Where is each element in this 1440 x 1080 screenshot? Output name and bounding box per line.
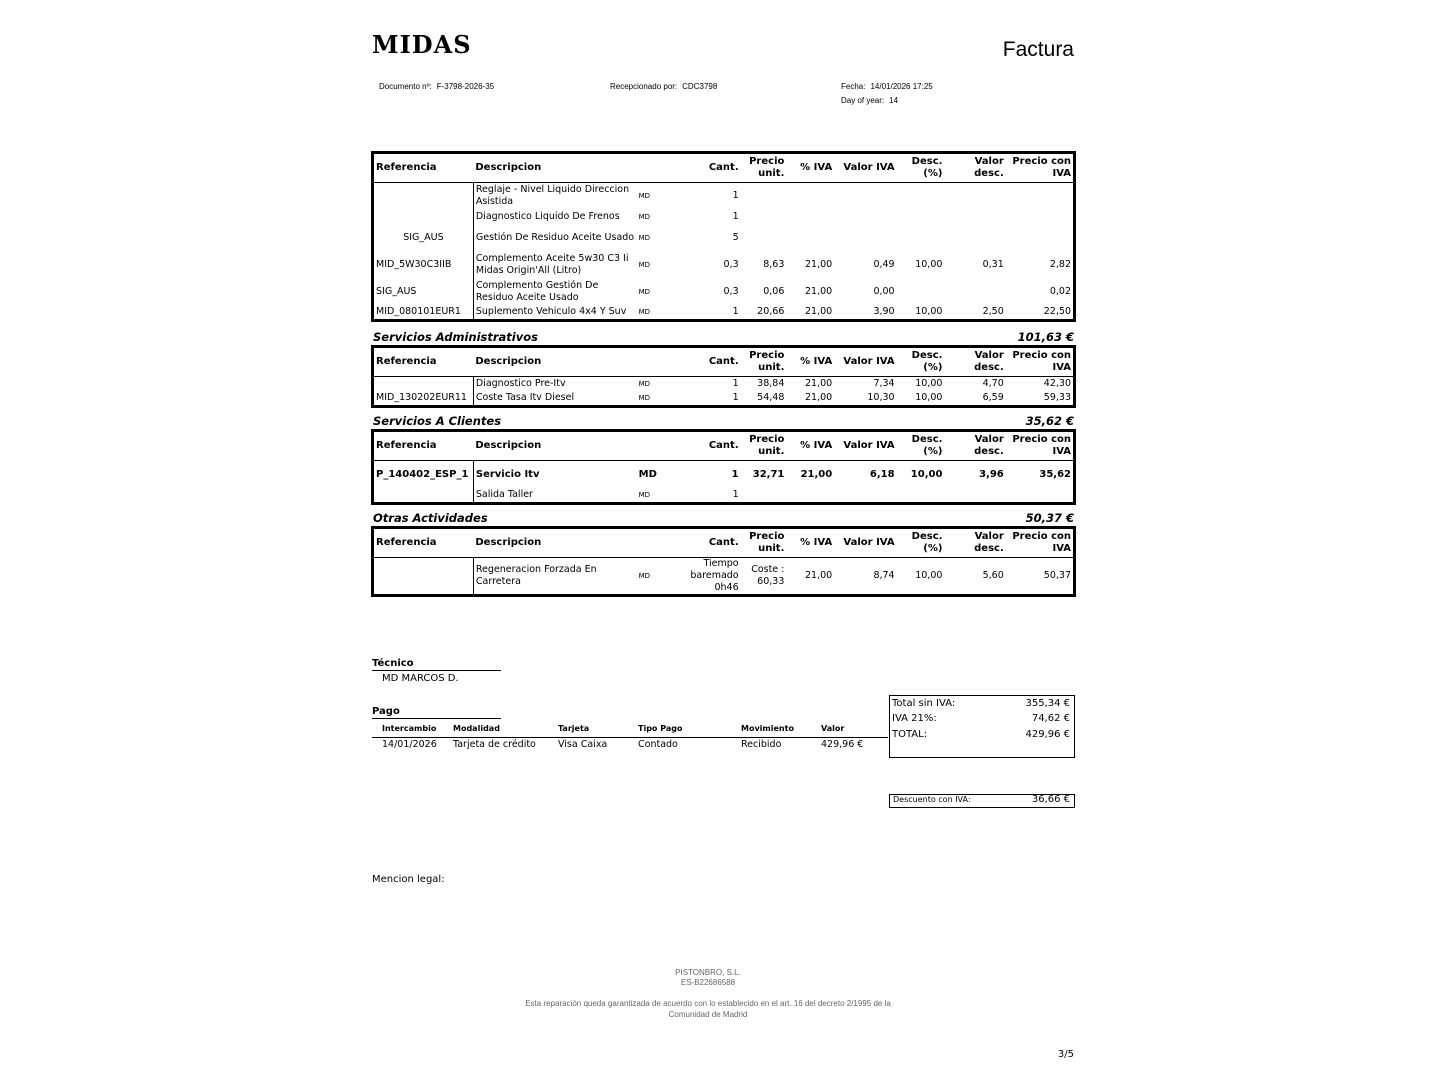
cell-iva: 21,00 (805, 306, 833, 318)
cell-precio-iva: 42,30 (1043, 378, 1071, 390)
table-row (373, 377, 1075, 392)
section-total: 35,62 € (1025, 414, 1074, 428)
column-header: Valor IVA (834, 347, 896, 377)
payment-type: Contado (638, 739, 678, 750)
cell-cant: 1 (732, 489, 739, 501)
cell-md: MD (638, 261, 651, 269)
table-row (373, 558, 1075, 596)
document-number-label: Documento nº: (379, 82, 432, 91)
table-row (373, 392, 1075, 407)
cell-desc-pct (897, 183, 945, 210)
payment-date: 14/01/2026 (382, 739, 437, 750)
cell-desc-pct (897, 279, 945, 306)
cell-desc: Suplemento Vehiculo 4x4 Y Suv (475, 306, 627, 318)
cell-md: MD (638, 308, 651, 317)
cell-precio: 0,06 (763, 286, 785, 297)
document-number-value: F-3798-2026-35 (436, 82, 495, 91)
payment-col-modalidad: Modalidad (453, 724, 500, 733)
cell-valor-iva: 3,90 (873, 306, 895, 318)
column-header: Precio unit. (741, 431, 787, 461)
column-header: Valor IVA (834, 528, 896, 558)
footer-warranty-line-1: Esta reparación queda garantizada de acuerdo con lo establecido en el art. 16 del decreto 2/1995 de la (525, 999, 891, 1008)
cell-referencia (373, 210, 474, 225)
section-name: Servicios A Clientes (373, 414, 502, 428)
cell-referencia (373, 183, 474, 210)
cell-desc-pct: 10,00 (910, 468, 943, 480)
cell-desc-pct (897, 210, 945, 225)
received-by-label: Recepcionado por: (610, 82, 678, 91)
table-row (373, 183, 1075, 210)
table-row (373, 306, 1075, 321)
cell-iva (786, 210, 834, 225)
column-header: Precio unit. (741, 153, 787, 183)
items-table (371, 151, 1076, 322)
column-header: Desc. (%) (897, 153, 945, 183)
cell-precio-iva: 35,62 (1039, 468, 1071, 480)
column-header: Desc. (%) (897, 528, 945, 558)
column-header: Referencia (373, 347, 474, 377)
grand-total-value: 429,96 € (1025, 729, 1070, 740)
cell-valor-iva: 0,00 (873, 286, 895, 297)
total-without-vat (892, 698, 1070, 712)
cell-desc-pct: 10,00 (915, 378, 943, 390)
column-header: Precio con IVA (1006, 347, 1075, 377)
cell-valor-iva (834, 183, 896, 210)
cell-valor-desc: 6,59 (982, 392, 1004, 404)
day-of-year (841, 96, 898, 105)
cell-desc: Salida Taller (475, 489, 533, 501)
cell-referencia: SIG_AUS (373, 279, 474, 306)
cell-iva: 21,00 (805, 286, 833, 297)
column-header: Descripcion (473, 528, 670, 558)
column-header: Cant. (670, 153, 741, 183)
cell-valor-iva (834, 489, 896, 504)
cell-valor-iva: 0,49 (873, 259, 895, 270)
total-without-vat-label: Total sin IVA: (892, 698, 956, 709)
cell-valor-desc: 3,96 (979, 468, 1004, 480)
cell-desc-pct: 10,00 (915, 306, 943, 318)
cell-desc-pct (897, 225, 945, 252)
column-header: Valor desc. (944, 431, 1005, 461)
section-total: 50,37 € (1025, 511, 1074, 525)
payment-amount: 429,96 € (821, 739, 864, 750)
table-row (373, 225, 1075, 252)
day-of-year-label: Day of year: (841, 96, 885, 105)
cell-precio-iva: 0,02 (1049, 286, 1071, 297)
invoice-date-value: 14/01/2026 17:25 (870, 82, 933, 91)
cell-desc: Reglaje - Nivel Liquido Direccion Asistida (475, 184, 630, 208)
cell-md: MD (638, 192, 651, 201)
cell-precio: 38,84 (757, 378, 785, 390)
cell-md: MD (638, 394, 651, 403)
received-by-value: CDC3798 (682, 82, 718, 91)
cell-precio-iva (1006, 489, 1075, 504)
vat-amount (892, 713, 1070, 727)
cell-precio-iva: 59,33 (1043, 392, 1071, 404)
column-header: Referencia (373, 431, 474, 461)
column-header: Referencia (373, 528, 474, 558)
column-header: Valor desc. (944, 528, 1005, 558)
cell-precio-iva (1006, 225, 1075, 252)
cell-iva: 21,00 (805, 259, 833, 270)
cell-precio: 32,71 (752, 468, 785, 480)
cell-referencia: MID_080101EUR1 (373, 306, 474, 321)
cell-desc: Diagnostico Liquido De Frenos (475, 211, 620, 222)
column-header: Valor IVA (834, 431, 896, 461)
table-row (373, 461, 1075, 489)
cell-referencia: SIG_AUS (373, 225, 474, 252)
vat-amount-value: 74,62 € (1031, 713, 1070, 724)
cell-referencia (373, 489, 474, 504)
cell-desc: Coste Tasa Itv Diesel (475, 392, 575, 404)
cell-desc-pct: 10,00 (915, 259, 943, 270)
vat-amount-label: IVA 21%: (892, 713, 937, 724)
cell-cant: 1 (732, 211, 739, 222)
discount-label: Descuento con IVA: (893, 795, 971, 804)
column-header: Descripcion (473, 153, 670, 183)
section-name: Servicios Administrativos (373, 330, 538, 344)
cell-desc-pct: 10,00 (915, 392, 943, 404)
column-header: Desc. (%) (897, 347, 945, 377)
column-header: Precio con IVA (1006, 431, 1075, 461)
payment-card: Visa Caixa (558, 739, 608, 750)
column-header: Precio unit. (741, 347, 787, 377)
cell-cant: 1 (732, 190, 739, 202)
cell-cant: 1 (732, 306, 739, 318)
cell-valor-desc: 2,50 (982, 306, 1004, 318)
pago-heading: Pago (372, 706, 501, 719)
cell-precio (741, 183, 787, 210)
column-header: Cant. (670, 431, 741, 461)
totals-box (889, 695, 1075, 758)
cell-md: MD (638, 380, 651, 389)
cell-referencia: MID_5W30C3IIB (373, 252, 474, 279)
section-name: Otras Actividades (373, 511, 488, 525)
cell-cant: 0,3 (723, 286, 739, 297)
cell-precio (741, 489, 787, 504)
midas-logo: MIDAS (372, 30, 472, 59)
cell-iva (786, 225, 834, 252)
cell-valor-iva: 7,34 (873, 378, 895, 390)
cell-precio-iva: 22,50 (1043, 306, 1071, 318)
grand-total (892, 729, 1070, 743)
cell-precio-iva: 50,37 (1043, 570, 1071, 581)
cell-cant: 5 (732, 232, 739, 243)
cell-md: MD (638, 234, 651, 242)
tecnico-name: MD MARCOS D. (382, 673, 459, 684)
column-header: Valor desc. (944, 153, 1005, 183)
cell-desc: Gestión De Residuo Aceite Usado (475, 232, 635, 243)
cell-referencia: MID_130202EUR11 (373, 392, 474, 407)
cell-valor-desc (944, 489, 1005, 504)
column-header: Precio con IVA (1006, 153, 1075, 183)
cell-precio: 8,63 (763, 259, 785, 270)
section-heading (372, 413, 1075, 429)
cell-iva (786, 489, 834, 504)
legal-mention: Mencion legal: (372, 874, 445, 885)
payment-col-valor: Valor (821, 724, 845, 733)
cell-valor-desc (944, 210, 1005, 225)
footer-company: PISTONBRO, S.L. (675, 968, 741, 977)
section-total: 101,63 € (1017, 330, 1074, 344)
payment-col-tipo-pago: Tipo Pago (638, 724, 683, 733)
cell-referencia (373, 377, 474, 392)
invoice-date (841, 82, 933, 91)
section-heading (372, 329, 1075, 345)
tecnico-heading: Técnico (372, 658, 501, 671)
cell-iva: 21,00 (800, 468, 833, 480)
document-number (379, 82, 494, 91)
invoice-date-label: Fecha: (841, 82, 866, 91)
cell-md: MD (638, 213, 651, 221)
payment-header-row (372, 724, 888, 738)
cell-valor-desc (944, 225, 1005, 252)
items-table (371, 526, 1076, 597)
cell-desc-pct: 10,00 (915, 570, 943, 581)
cell-valor-desc: 0,31 (982, 259, 1004, 270)
cell-desc-pct (897, 489, 945, 504)
cell-valor-iva: 6,18 (869, 468, 895, 480)
column-header: Descripcion (473, 431, 670, 461)
payment-movement: Recibido (741, 739, 782, 750)
items-table (371, 345, 1076, 408)
cell-iva: 21,00 (805, 392, 833, 404)
cell-valor-iva (834, 225, 896, 252)
cell-md: MD (638, 468, 657, 480)
cell-referencia (373, 558, 474, 596)
cell-cant: 1 (731, 468, 739, 480)
column-header: Precio con IVA (1006, 528, 1075, 558)
table-header-row (373, 347, 1075, 377)
discount-box (889, 794, 1075, 808)
cell-cant: 1 (732, 392, 739, 404)
table-row (373, 252, 1075, 279)
column-header: Desc. (%) (897, 431, 945, 461)
document-title: Factura (1002, 38, 1074, 61)
cell-valor-iva: 10,30 (867, 392, 895, 404)
table-row (373, 279, 1075, 306)
payment-col-movimiento: Movimiento (741, 724, 794, 733)
day-of-year-value: 14 (889, 96, 899, 105)
cell-cant: 1 (732, 378, 739, 390)
cell-precio-iva (1006, 183, 1075, 210)
cell-precio: Coste : 60,33 (751, 564, 785, 587)
received-by (610, 82, 717, 91)
table-row (373, 489, 1075, 504)
cell-precio: 54,48 (757, 392, 785, 404)
column-header: Referencia (373, 153, 474, 183)
payment-col-tarjeta: Tarjeta (558, 724, 590, 733)
cell-desc: Diagnostico Pre-Itv (475, 378, 566, 390)
discount-value: 36,66 € (1031, 794, 1070, 805)
cell-desc: Servicio Itv (475, 468, 540, 480)
footer-warranty-line-2: Comunidad de Madrid (668, 1010, 748, 1019)
cell-valor-iva (834, 210, 896, 225)
cell-precio: 20,66 (757, 306, 785, 318)
payment-method: Tarjeta de crédito (453, 739, 536, 750)
cell-md: MD (638, 491, 651, 500)
cell-cant: Tiempo baremado 0h46 (690, 558, 739, 593)
cell-valor-iva: 8,74 (873, 570, 895, 581)
cell-valor-desc (944, 279, 1005, 306)
cell-referencia: P_140402_ESP_1 (373, 461, 474, 489)
cell-precio (741, 225, 787, 252)
table-row (373, 210, 1075, 225)
footer-cif: ES-B22686588 (680, 978, 736, 987)
column-header: Valor desc. (944, 347, 1005, 377)
column-header: Valor IVA (834, 153, 896, 183)
cell-iva (786, 183, 834, 210)
cell-valor-desc (944, 183, 1005, 210)
cell-desc: Complemento Gestión De Residuo Aceite Usado (475, 280, 599, 303)
total-without-vat-value: 355,34 € (1025, 698, 1070, 709)
column-header: % IVA (786, 153, 834, 183)
table-header-row (373, 431, 1075, 461)
cell-md: MD (638, 572, 651, 580)
table-header-row (373, 153, 1075, 183)
column-header: Cant. (670, 528, 741, 558)
table-header-row (373, 528, 1075, 558)
cell-precio-iva (1006, 210, 1075, 225)
cell-iva: 21,00 (805, 378, 833, 390)
cell-desc: Complemento Aceite 5w30 C3 Ii Midas Origin'All (Litro) (475, 253, 629, 276)
column-header: Descripcion (473, 347, 670, 377)
cell-cant: 0,3 (723, 259, 739, 270)
items-table (371, 429, 1076, 505)
cell-valor-desc: 4,70 (982, 378, 1004, 390)
page-number: 3/5 (1057, 1049, 1074, 1060)
cell-desc: Regeneracion Forzada En Carretera (475, 564, 597, 587)
column-header: % IVA (786, 347, 834, 377)
cell-precio-iva: 2,82 (1049, 259, 1071, 270)
payment-row (372, 739, 888, 752)
cell-md: MD (638, 288, 651, 296)
column-header: Precio unit. (741, 528, 787, 558)
section-heading (372, 510, 1075, 526)
column-header: Cant. (670, 347, 741, 377)
cell-iva: 21,00 (805, 570, 833, 581)
cell-valor-desc: 5,60 (982, 570, 1004, 581)
payment-col-intercambio: Intercambio (382, 724, 437, 733)
grand-total-label: TOTAL: (892, 729, 928, 740)
column-header: % IVA (786, 528, 834, 558)
column-header: % IVA (786, 431, 834, 461)
cell-precio (741, 210, 787, 225)
